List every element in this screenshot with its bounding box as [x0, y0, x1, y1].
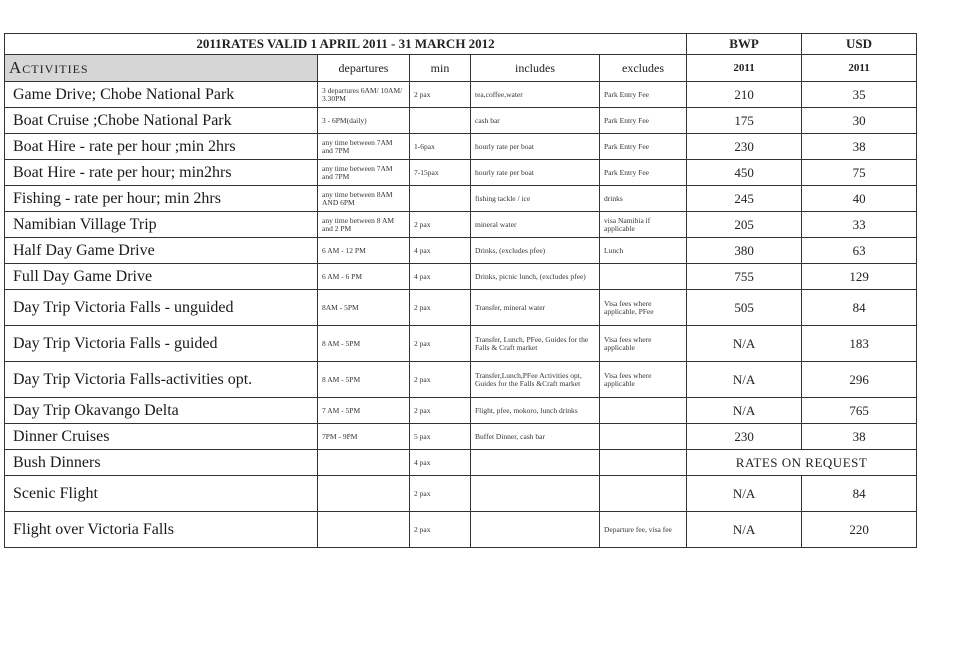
includes-cell: Transfer,Lunch,PFee Activities opt, Guides for the Falls &Craft market [471, 362, 600, 398]
bwp-value: 205 [687, 212, 802, 238]
usd-value: 765 [802, 398, 917, 424]
min-cell: 4 pax [410, 264, 471, 290]
departures-cell [318, 512, 410, 548]
excludes-cell: Lunch [600, 238, 687, 264]
bwp-value: 175 [687, 108, 802, 134]
table-row [5, 326, 917, 362]
excludes-cell: Departure fee, visa fee [600, 512, 687, 548]
bwp-value: 380 [687, 238, 802, 264]
includes-cell: mineral water [471, 212, 600, 238]
min-cell [410, 186, 471, 212]
departures-cell [318, 450, 410, 476]
table-row [5, 82, 917, 108]
usd-value: 84 [802, 290, 917, 326]
includes-cell: Transfer, mineral water [471, 290, 600, 326]
rates-table [4, 33, 917, 548]
min-cell: 2 pax [410, 476, 471, 512]
excludes-cell [600, 476, 687, 512]
min-header: min [410, 55, 471, 82]
table-row [5, 362, 917, 398]
activity-name: Boat Hire - rate per hour ;min 2hrs [5, 134, 318, 160]
excludes-cell [600, 424, 687, 450]
activity-name: Half Day Game Drive [5, 238, 318, 264]
departures-cell: 8 AM - 5PM [318, 362, 410, 398]
includes-cell: Drinks, picnic lunch, (excludes pfee) [471, 264, 600, 290]
departures-cell: 3 departures 6AM/ 10AM/ 3.30PM [318, 82, 410, 108]
table-row [5, 512, 917, 548]
table-row [5, 238, 917, 264]
table-row [5, 290, 917, 326]
min-cell: 2 pax [410, 512, 471, 548]
activity-name: Day Trip Okavango Delta [5, 398, 318, 424]
activity-name: Flight over Victoria Falls [5, 512, 318, 548]
departures-cell: 7 AM - 5PM [318, 398, 410, 424]
table-row [5, 212, 917, 238]
excludes-cell: drinks [600, 186, 687, 212]
bwp-value: 245 [687, 186, 802, 212]
activity-name: Namibian Village Trip [5, 212, 318, 238]
includes-cell: Flight, pfee, mokoro, lunch drinks [471, 398, 600, 424]
min-cell: 2 pax [410, 290, 471, 326]
usd-value: 38 [802, 424, 917, 450]
usd-value: 30 [802, 108, 917, 134]
activity-name: Game Drive; Chobe National Park [5, 82, 318, 108]
bwp-value: N/A [687, 512, 802, 548]
departures-cell [318, 476, 410, 512]
departures-cell: 7PM - 9PM [318, 424, 410, 450]
bwp-value: 450 [687, 160, 802, 186]
table-row [5, 424, 917, 450]
activities-header: Activities [5, 55, 318, 82]
departures-cell: 6 AM - 6 PM [318, 264, 410, 290]
excludes-cell [600, 264, 687, 290]
excludes-cell [600, 450, 687, 476]
min-cell: 2 pax [410, 326, 471, 362]
activity-name: Scenic Flight [5, 476, 318, 512]
includes-cell: tea,coffee,water [471, 82, 600, 108]
activity-name: Dinner Cruises [5, 424, 318, 450]
excludes-cell: Park Entry Fee [600, 134, 687, 160]
includes-cell: hourly rate per boat [471, 160, 600, 186]
includes-cell [471, 450, 600, 476]
usd-header: USD [802, 34, 917, 55]
bwp-value: N/A [687, 398, 802, 424]
usd-value: 38 [802, 134, 917, 160]
activity-name: Day Trip Victoria Falls - unguided [5, 290, 318, 326]
activity-name: Bush Dinners [5, 450, 318, 476]
activity-name: Day Trip Victoria Falls - guided [5, 326, 318, 362]
min-cell: 4 pax [410, 450, 471, 476]
rates-title: 2011RATES VALID 1 APRIL 2011 - 31 MARCH 2012 [5, 34, 687, 55]
usd-value: 63 [802, 238, 917, 264]
table-row [5, 264, 917, 290]
usd-value: 129 [802, 264, 917, 290]
bwp-value: 505 [687, 290, 802, 326]
usd-value: 220 [802, 512, 917, 548]
departures-cell: 8 AM - 5PM [318, 326, 410, 362]
bwp-year-header: 2011 [687, 55, 802, 82]
usd-value: 75 [802, 160, 917, 186]
usd-value: 296 [802, 362, 917, 398]
min-cell: 2 pax [410, 398, 471, 424]
bwp-header: BWP [687, 34, 802, 55]
excludes-cell: Park Entry Fee [600, 82, 687, 108]
departures-cell: any time between 8AM AND 6PM [318, 186, 410, 212]
bwp-value: 230 [687, 134, 802, 160]
departures-cell: any time between 8 AM and 2 PM [318, 212, 410, 238]
bwp-value: 210 [687, 82, 802, 108]
column-header-row [5, 55, 917, 82]
table-row [5, 398, 917, 424]
table-row [5, 160, 917, 186]
min-cell: 2 pax [410, 212, 471, 238]
excludes-header: excludes [600, 55, 687, 82]
departures-cell: any time between 7AM and 7PM [318, 134, 410, 160]
includes-cell [471, 476, 600, 512]
usd-value: 40 [802, 186, 917, 212]
activity-name: Full Day Game Drive [5, 264, 318, 290]
includes-header: includes [471, 55, 600, 82]
table-row [5, 476, 917, 512]
rates-on-request: RATES ON REQUEST [687, 450, 917, 476]
includes-cell: Drinks, (excludes pfee) [471, 238, 600, 264]
usd-year-header: 2011 [802, 55, 917, 82]
activity-name: Boat Hire - rate per hour; min2hrs [5, 160, 318, 186]
bwp-value: N/A [687, 362, 802, 398]
excludes-cell: Park Entry Fee [600, 108, 687, 134]
excludes-cell: Visa fees where applicable [600, 362, 687, 398]
min-cell: 1-6pax [410, 134, 471, 160]
excludes-cell: visa Namibia if applicable [600, 212, 687, 238]
table-row [5, 134, 917, 160]
table-row [5, 186, 917, 212]
includes-cell [471, 512, 600, 548]
includes-cell: Transfer, Lunch, PFee, Guides for the Falls & Craft market [471, 326, 600, 362]
includes-cell: Buffet Dinner, cash bar [471, 424, 600, 450]
min-cell: 2 pax [410, 82, 471, 108]
includes-cell: hourly rate per boat [471, 134, 600, 160]
includes-cell: fishing tackle / ice [471, 186, 600, 212]
min-cell: 2 pax [410, 362, 471, 398]
departures-header: departures [318, 55, 410, 82]
departures-cell: 6 AM - 12 PM [318, 238, 410, 264]
rates-document [4, 33, 916, 548]
min-cell: 4 pax [410, 238, 471, 264]
departures-cell: any time between 7AM and 7PM [318, 160, 410, 186]
excludes-cell: Visa fees where applicable [600, 326, 687, 362]
activity-name: Fishing - rate per hour; min 2hrs [5, 186, 318, 212]
min-cell [410, 108, 471, 134]
table-row [5, 108, 917, 134]
usd-value: 33 [802, 212, 917, 238]
usd-value: 84 [802, 476, 917, 512]
excludes-cell: Park Entry Fee [600, 160, 687, 186]
min-cell: 7-15pax [410, 160, 471, 186]
usd-value: 35 [802, 82, 917, 108]
bwp-value: 230 [687, 424, 802, 450]
bwp-value: N/A [687, 326, 802, 362]
min-cell: 5 pax [410, 424, 471, 450]
bwp-value: N/A [687, 476, 802, 512]
departures-cell: 3 - 6PM(daily) [318, 108, 410, 134]
departures-cell: 8AM - 5PM [318, 290, 410, 326]
usd-value: 183 [802, 326, 917, 362]
activity-name: Boat Cruise ;Chobe National Park [5, 108, 318, 134]
table-row [5, 450, 917, 476]
excludes-cell: Visa fees where applicable, PFee [600, 290, 687, 326]
bwp-value: 755 [687, 264, 802, 290]
activity-name: Day Trip Victoria Falls-activities opt. [5, 362, 318, 398]
excludes-cell [600, 398, 687, 424]
title-row [5, 34, 917, 55]
includes-cell: cash bar [471, 108, 600, 134]
